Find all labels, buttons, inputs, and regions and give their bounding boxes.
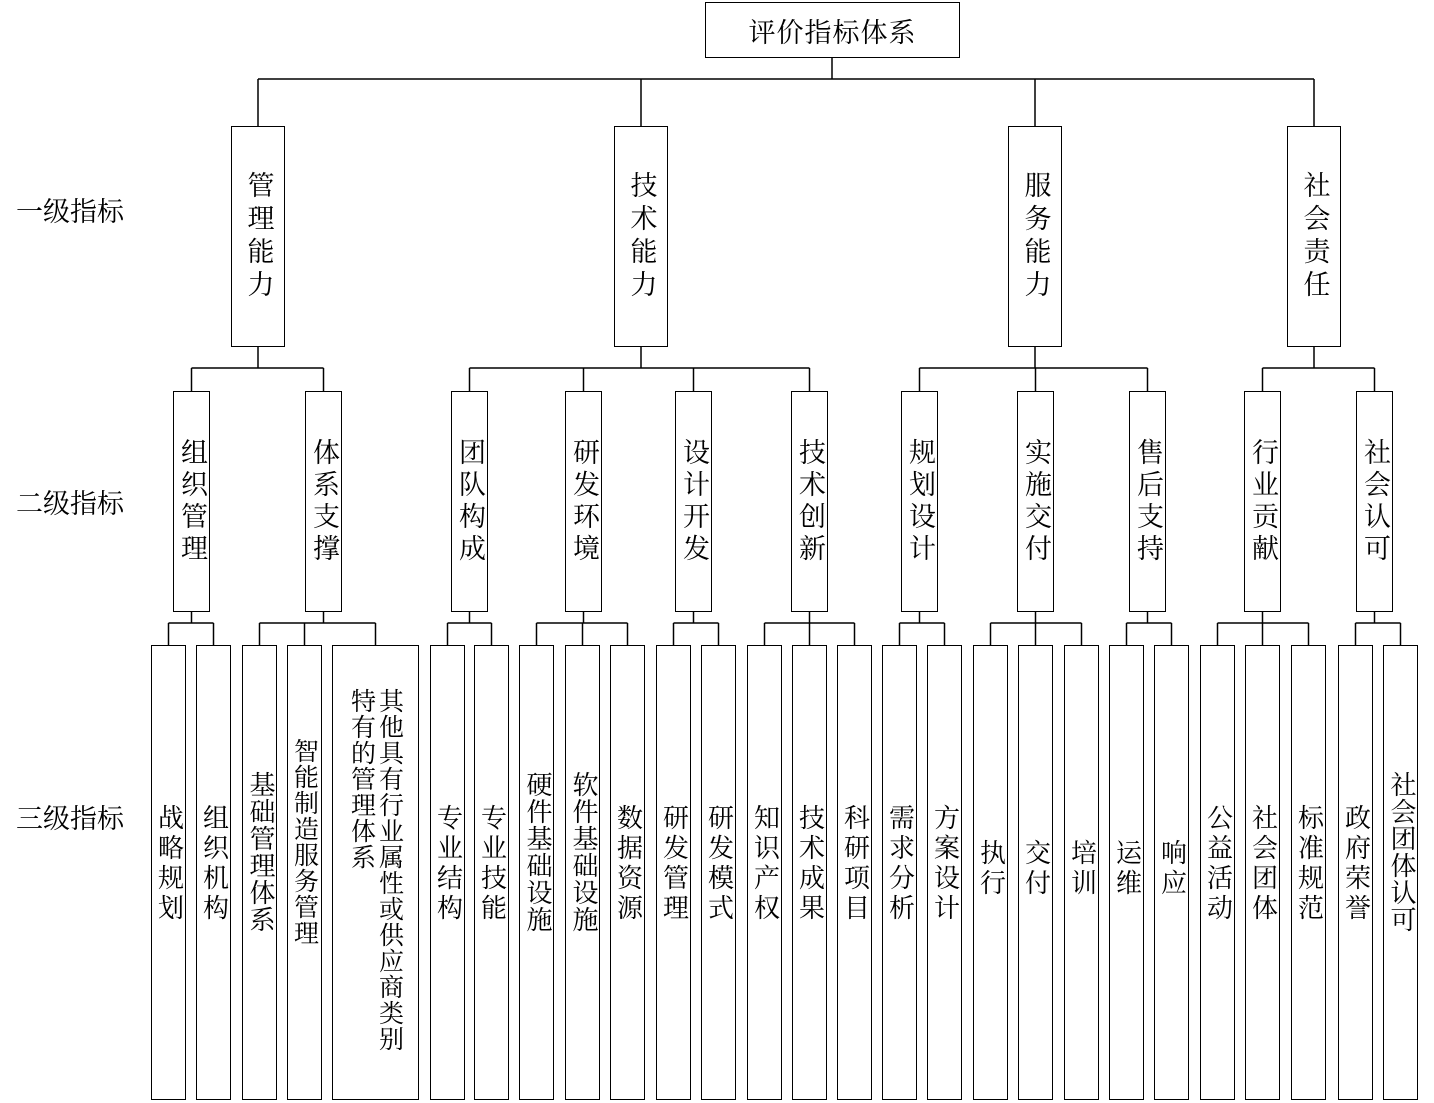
level2-node: [173, 391, 210, 612]
level3-node-label: 社会团体: [1247, 804, 1278, 924]
level3-node-label: 标准规范: [1293, 804, 1324, 924]
level3-node: [1245, 645, 1280, 1100]
level1-node-label: 技术能力: [625, 170, 657, 303]
level2-node-label: 研发环境: [568, 437, 599, 566]
level3-node: [927, 645, 962, 1100]
level2-node-label: 组织管理: [176, 437, 207, 566]
level3-node: [242, 645, 277, 1100]
level3-node: [701, 645, 736, 1100]
level3-node: [332, 645, 419, 1100]
level3-node: [151, 645, 186, 1100]
level3-node: [792, 645, 827, 1100]
level2-node: [305, 391, 342, 612]
level3-node-label: 运维: [1111, 839, 1142, 899]
level3-node: [973, 645, 1008, 1100]
level2-node-label: 设计开发: [678, 437, 709, 566]
level3-node: [1383, 645, 1418, 1100]
level3-node-label: 基础管理体系: [245, 771, 276, 933]
level2-node-label: 行业贡献: [1247, 437, 1278, 566]
level2-node: [791, 391, 828, 612]
level3-node-label: 软件基础设施: [568, 771, 599, 933]
level3-node-label: 专业技能: [476, 804, 507, 924]
level3-node-label: 战略规划: [153, 804, 184, 924]
level3-node: [1200, 645, 1235, 1100]
level3-node: [747, 645, 782, 1100]
level3-node: [1291, 645, 1326, 1100]
level3-node-label: 交付: [1020, 839, 1051, 899]
level3-node-label: 公益活动: [1202, 804, 1233, 924]
level3-node: [610, 645, 645, 1100]
level1-node-label: 服务能力: [1019, 170, 1051, 303]
level3-node-label: 组织机构: [198, 804, 229, 924]
level3-node-label: 智能制造服务管理: [290, 738, 320, 946]
level3-node-label: 执行: [975, 839, 1006, 899]
level3-node-label: 方案设计: [929, 804, 960, 924]
level1-node: [614, 126, 668, 347]
root-node: [705, 2, 960, 58]
level1-node: [1008, 126, 1062, 347]
level3-node-label: 社会团体认可: [1386, 771, 1417, 933]
level2-node-label: 实施交付: [1020, 437, 1051, 566]
level3-node: [1338, 645, 1373, 1100]
level2-node-label: 社会认可: [1359, 437, 1390, 566]
level3-node: [1109, 645, 1144, 1100]
level3-node: [837, 645, 872, 1100]
level1-node: [1287, 126, 1341, 347]
level2-node: [1356, 391, 1393, 612]
level3-node-label: 数据资源: [612, 804, 643, 924]
level3-node-label: 响应: [1156, 839, 1187, 899]
level-label-1: 一级指标: [16, 197, 124, 228]
level3-node-label: 知识产权: [749, 804, 780, 924]
level2-node-label: 团队构成: [454, 437, 485, 566]
level3-node: [882, 645, 917, 1100]
level-label-2: 二级指标: [16, 489, 124, 520]
level2-node: [1129, 391, 1166, 612]
level1-node: [231, 126, 285, 347]
level3-node-label: 科研项目: [839, 804, 870, 924]
level1-node-label: 管理能力: [242, 170, 274, 303]
level3-node-label: 需求分析: [884, 804, 915, 924]
level-label-3: 三级指标: [16, 804, 124, 835]
level3-node-label: 政府荣誉: [1340, 804, 1371, 924]
root-node-label: 评价指标体系: [748, 17, 917, 49]
level2-node-label: 售后支持: [1132, 437, 1163, 566]
level3-node-label: 硬件基础设施: [522, 771, 553, 933]
level1-node-label: 社会责任: [1298, 170, 1330, 303]
level3-node-label: 研发管理: [658, 804, 689, 924]
level2-node: [901, 391, 938, 612]
level3-node: [1018, 645, 1053, 1100]
level2-node: [565, 391, 602, 612]
level2-node-label: 体系支撑: [308, 437, 339, 566]
level2-node-label: 规划设计: [904, 437, 935, 566]
level3-node: [656, 645, 691, 1100]
level3-node-label: 培训: [1066, 839, 1097, 899]
level3-node: [1154, 645, 1189, 1100]
level3-node: [565, 645, 600, 1100]
level3-node: [1064, 645, 1099, 1100]
level2-node: [451, 391, 488, 612]
level2-node: [1017, 391, 1054, 612]
level2-node-label: 技术创新: [794, 437, 825, 566]
level3-node: [430, 645, 465, 1100]
level3-node: [287, 645, 322, 1100]
level3-node-label: 专业结构: [432, 804, 463, 924]
level3-node-label: 其他具有行业属性或供应商类别特有的管理体系: [347, 688, 405, 1052]
level3-node-label: 研发模式: [703, 804, 734, 924]
level2-node: [1244, 391, 1281, 612]
level3-node-label: 技术成果: [794, 804, 825, 924]
level2-node: [675, 391, 712, 612]
level3-node: [519, 645, 554, 1100]
level3-node: [474, 645, 509, 1100]
level3-node: [196, 645, 231, 1100]
